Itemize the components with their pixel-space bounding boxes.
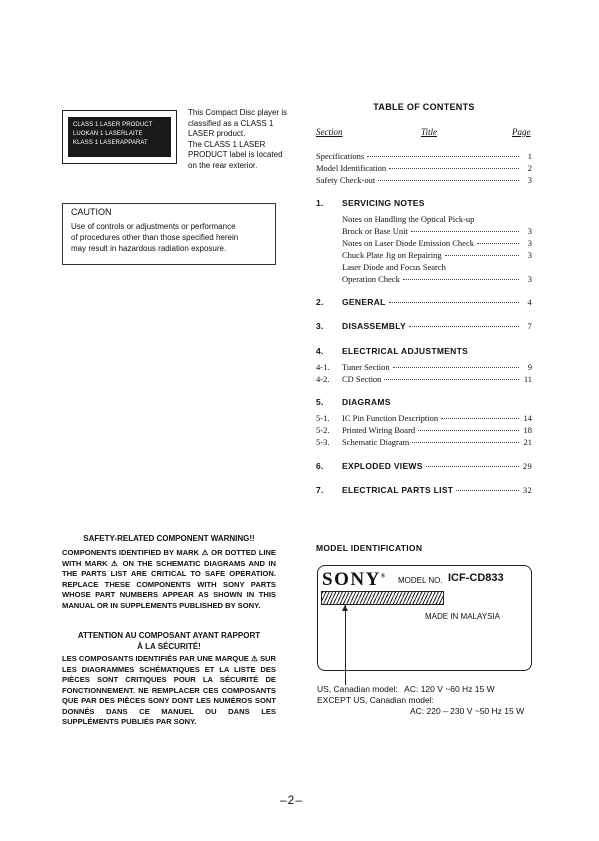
- leader-dots: [456, 490, 519, 491]
- leader-dots: [409, 326, 519, 327]
- safety-warning-title: SAFETY-RELATED COMPONENT WARNING!!: [83, 534, 255, 543]
- toc-entry-title: Model Identification: [316, 163, 387, 173]
- toc-subentry: [342, 226, 532, 236]
- toc-entry: [316, 151, 532, 161]
- pointer-arrow-icon: [342, 605, 348, 611]
- section-number: 3.: [316, 321, 324, 331]
- caution-line: Use of controls or adjustments or performance: [71, 222, 236, 231]
- subentry-number: 4-1.: [316, 362, 330, 372]
- toc-subentry: [316, 374, 532, 384]
- serial-barcode: [321, 591, 444, 605]
- toc-entry-title: Tuner Section: [342, 362, 390, 372]
- toc-subentry: [342, 238, 532, 248]
- toc-entry-title: Operation Check: [342, 274, 400, 284]
- section-title: GENERAL: [342, 297, 386, 307]
- toc-section-5: [316, 397, 532, 407]
- pointer-line: [345, 605, 346, 685]
- toc-subentry: Notes on Handling the Optical Pick-up: [342, 214, 475, 224]
- toc-section-2: [316, 297, 532, 307]
- laser-note-line: This Compact Disc player is: [188, 108, 288, 117]
- toc-subentry: [316, 362, 532, 372]
- toc-entry-page: 3: [527, 175, 532, 185]
- leader-dots: [411, 231, 519, 232]
- caution-box: [62, 203, 276, 265]
- toc-col-title: Title: [421, 127, 438, 137]
- toc-entry-page: 18: [523, 425, 532, 435]
- subentry-number: 5-2.: [316, 425, 330, 435]
- toc-entry-title: Printed Wiring Board: [342, 425, 416, 435]
- leader-dots: [403, 279, 519, 280]
- caution-line: of procedures other than those specified herein: [71, 233, 239, 242]
- power-us-value: AC: 120 V ~60 Hz 15 W: [404, 684, 495, 694]
- toc-entry-page: 3: [527, 250, 532, 260]
- brand-name: SONY: [322, 569, 381, 590]
- section-page: 29: [522, 461, 532, 471]
- page-number: –2–: [280, 793, 304, 807]
- leader-dots: [426, 466, 519, 467]
- model-no-value: ICF-CD833: [448, 572, 504, 584]
- section-page: 32: [522, 485, 532, 495]
- toc-entry-page: 14: [523, 413, 532, 423]
- subentry-number: 5-1.: [316, 413, 330, 423]
- toc-subentry: [316, 425, 532, 435]
- toc-entry-title: IC Pin Function Description: [342, 413, 439, 423]
- toc-entry: [316, 175, 532, 185]
- leader-dots: [393, 367, 519, 368]
- leader-dots: [389, 302, 519, 303]
- toc-entry: [316, 163, 532, 173]
- section-number: 6.: [316, 461, 324, 471]
- leader-dots: [389, 168, 519, 169]
- section-title: EXPLODED VIEWS: [342, 461, 423, 471]
- power-us-label: US, Canadian model:: [317, 684, 398, 694]
- laser-class-label: [62, 110, 177, 164]
- toc-entry-page: 3: [527, 274, 532, 284]
- registered-mark: ®: [380, 573, 387, 580]
- toc-entry-page: 3: [527, 226, 532, 236]
- safety-warning-text: COMPONENTS IDENTIFIED BY MARK ⚠ OR DOTTED LINE WITH MARK ⚠ ON THE SCHEMATIC DIAGRAMS AND IN THE PARTS LIST ARE CRITICAL TO SAFE OPERATION. REPLACE THESE COMPONENTS WITH SONY PARTS WHOSE PART NUMBERS APPEAR AS SHOWN IN THIS MANUAL OR IN SUPPLEMENTS PUBLISHED BY SONY.: [62, 548, 276, 610]
- laser-label-line: CLASS 1 LASER PRODUCT: [73, 122, 153, 128]
- made-in-text: MADE IN MALAYSIA: [425, 612, 500, 621]
- toc-entry-title: Specifications: [316, 151, 365, 161]
- model-identification-title: MODEL IDENTIFICATION: [316, 543, 423, 553]
- model-no-label: MODEL NO.: [398, 576, 443, 585]
- section-title: SERVICING NOTES: [342, 198, 425, 208]
- toc-entry-title: Safety Check-out: [316, 175, 376, 185]
- toc-subentry: Laser Diode and Focus Search: [342, 262, 446, 272]
- toc-entry-title: Brock or Base Unit: [342, 226, 408, 236]
- toc-section-3: [316, 321, 532, 331]
- laser-note-line: LASER product.: [188, 129, 246, 138]
- laser-note-line: classified as a CLASS 1: [188, 118, 274, 128]
- leader-dots: [445, 255, 519, 256]
- leader-dots: [477, 243, 519, 244]
- section-title: ELECTRICAL ADJUSTMENTS: [342, 346, 469, 356]
- sony-logo: [322, 569, 387, 591]
- toc-entry-page: 3: [527, 238, 532, 248]
- section-number: 4.: [316, 346, 324, 356]
- leader-dots: [378, 180, 519, 181]
- section-number: 2.: [316, 297, 324, 307]
- power-except-label: EXCEPT US, Canadian model:: [317, 695, 435, 705]
- section-page: 7: [527, 321, 532, 331]
- toc-col-page: Page: [512, 127, 531, 137]
- section-number: 1.: [316, 198, 324, 208]
- attention-text: LES COMPOSANTS IDENTIFIÉS PAR UNE MARQUE ⚠ SUR LES DIAGRAMMES SCHÉMATIQUES ET LA LISTE DES PIÈCES SONT CRITIQUES POUR LA SÉCURITÉ DE FONCTIONNEMENT. NE REMPLACER CES COMPOSANTS QUE PAR DES PIÈCES SONY DONT LES NUMÉROS SONT DONNÉS DANS CE MANUEL OU DANS LES SUPPLÉMENTS PUBLIÉS PAR SONY.: [62, 654, 276, 726]
- section-number: 5.: [316, 397, 324, 407]
- toc-section-1: [316, 198, 532, 208]
- laser-note-line: PRODUCT label is located: [188, 150, 283, 159]
- attention-title: [62, 630, 276, 652]
- toc-section-7: [316, 485, 532, 495]
- attention-title-line: ATTENTION AU COMPOSANT AYANT RAPPORT: [77, 631, 261, 640]
- laser-note: [188, 108, 298, 171]
- subentry-number: 4-2.: [316, 374, 330, 384]
- toc-entry-page: 9: [527, 362, 532, 372]
- laser-label-plate: [68, 117, 171, 157]
- leader-dots: [418, 430, 519, 431]
- toc-entry-title: Chuck Plate Jig on Repairing: [342, 250, 442, 260]
- section-title: ELECTRICAL PARTS LIST: [342, 485, 454, 495]
- toc-title: TABLE OF CONTENTS: [373, 102, 475, 112]
- toc-section-4: [316, 346, 532, 356]
- caution-title: CAUTION: [71, 207, 112, 217]
- caution-text: [71, 221, 267, 254]
- toc-entry-page: 21: [523, 437, 532, 447]
- toc-subentry: [316, 413, 532, 423]
- toc-entry-page: 2: [527, 163, 532, 173]
- toc-entry-title: Notes on Laser Diode Emission Check: [342, 238, 474, 248]
- toc-entry-page: 11: [523, 374, 532, 384]
- caution-line: may result in hazardous radiation exposure.: [71, 244, 227, 253]
- laser-label-line: LUOKAN 1 LASERLAITE: [73, 131, 143, 137]
- toc-entry-title: CD Section: [342, 374, 382, 384]
- section-page: 4: [527, 297, 532, 307]
- toc-section-6: [316, 461, 532, 471]
- section-title: DIAGRAMS: [342, 397, 391, 407]
- attention-title-line: À LA SÉCURITÉ!: [137, 642, 201, 651]
- laser-note-line: on the rear exterior.: [188, 160, 258, 170]
- power-except-value: AC: 220 – 230 V ~50 Hz 15 W: [410, 706, 525, 716]
- toc-subentry: [342, 274, 532, 284]
- laser-note-line: The CLASS 1 LASER: [188, 139, 266, 149]
- leader-dots: [412, 442, 519, 443]
- toc-subentry: [342, 250, 532, 260]
- toc-entry-page: 1: [527, 151, 532, 161]
- section-number: 7.: [316, 485, 324, 495]
- leader-dots: [384, 379, 519, 380]
- toc-col-section: Section: [316, 127, 343, 137]
- toc-subentry: [316, 437, 532, 447]
- leader-dots: [441, 418, 519, 419]
- power-us: [317, 684, 495, 695]
- subentry-number: 5-3.: [316, 437, 330, 447]
- toc-entry-title: Schematic Diagram: [342, 437, 410, 447]
- section-title: DISASSEMBLY: [342, 321, 406, 331]
- laser-label-line: KLASS 1 LASERAPPARAT: [73, 140, 148, 146]
- leader-dots: [367, 156, 519, 157]
